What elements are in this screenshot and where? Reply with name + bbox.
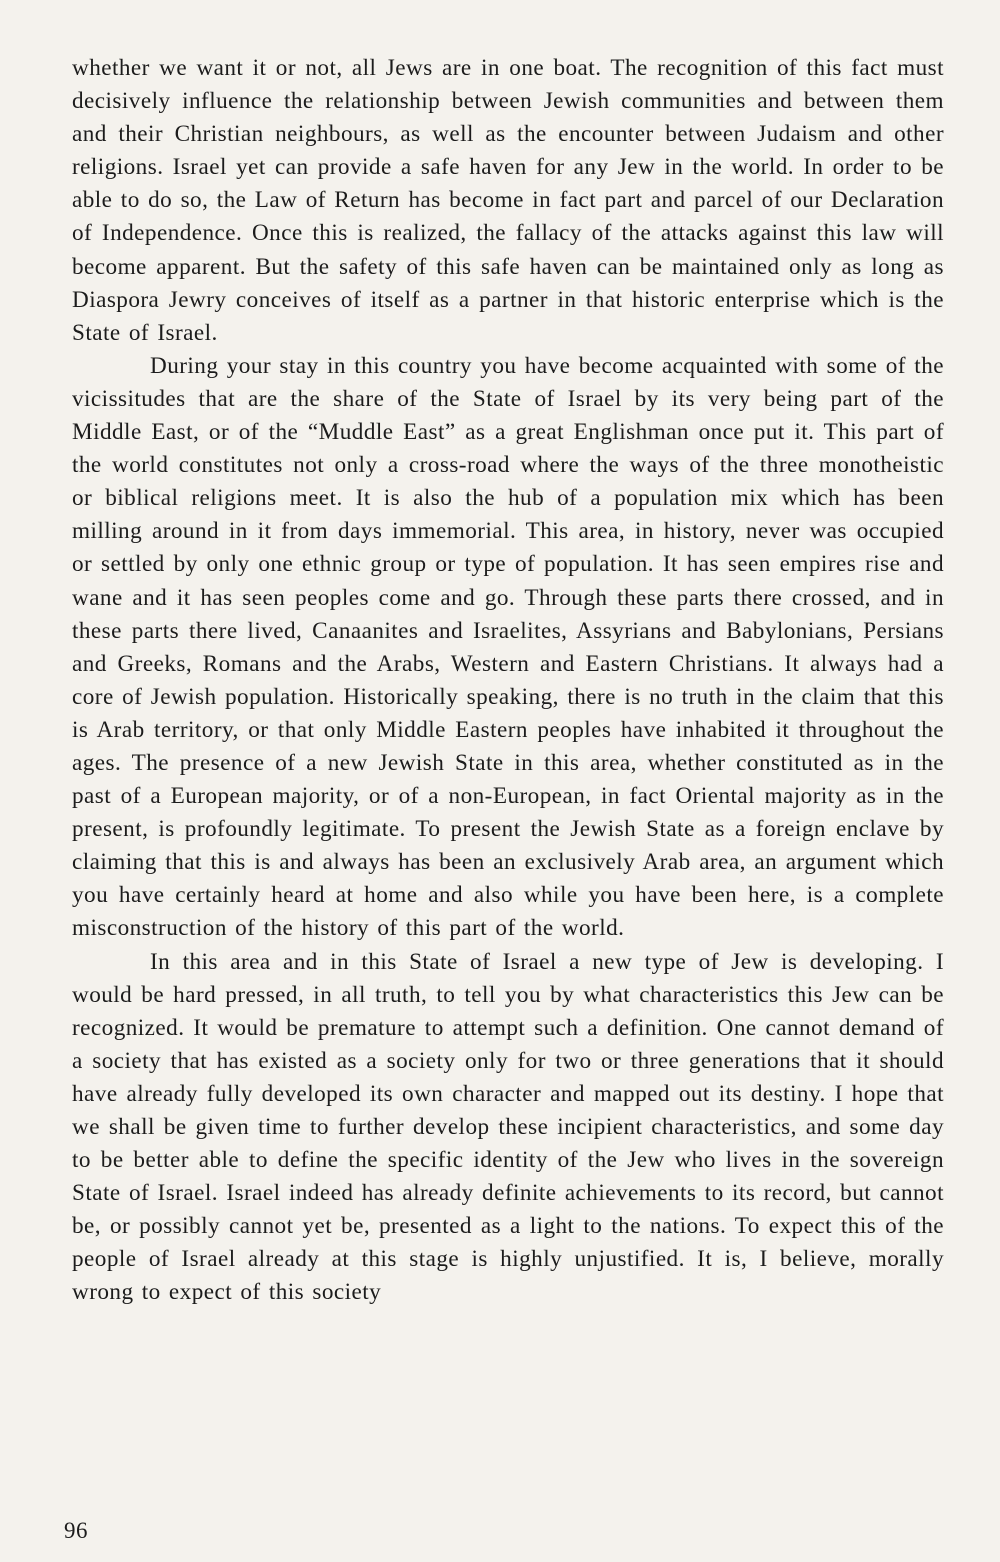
page-number: 96 (64, 1518, 88, 1543)
paragraph-2: During your stay in this country you have become acquainted with some of the vicissitudes that are the share of the State of Israel by its very being part of the Middle East, or of the “Muddle East” as a great Englishman once put it. This part of the world constitutes not only a cross-road where the ways of the three monotheistic or biblical religions meet. It is also the hub of a population mix which has been milling around in it from days immemorial. This area, in history, never was occupied or settled by only one ethnic group or type of population. It has seen empires rise and wane and it has seen peoples come and go. Through these parts there crossed, and in these parts there lived, Canaanites and Israelites, Assyrians and Babylonians, Persians and Greeks, Romans and the Arabs, Western and Eastern Christians. It always had a core of Jewish population. Historically speaking, there is no truth in the claim that this is Arab territory, or that only Middle Eastern peoples have inhabited it throughout the ages. The presence of a new Jewish State in this area, whether constituted as in the past of a European majority, or of a non-European, in fact Oriental majority as in the present, is profoundly legitimate. To present the Jewish State as a foreign enclave by claiming that this is and always has been an exclusively Arab area, an argument which you have certainly heard at home and also while you have been here, is a complete misconstruction of the history of this part of the world. (72, 352, 944, 942)
body-text (72, 52, 944, 1310)
paragraph-1: whether we want it or not, all Jews are in one boat. The recognition of this fact must decisively influence the relationship between Jewish communities and between them and their Christian neighbours, as well as the encounter between Judaism and other religions. Israel yet can provide a safe haven for any Jew in the world. In order to be able to do so, the Law of Return has become in fact part and parcel of our Declaration of Independence. Once this is realized, the fallacy of the attacks against this law will become apparent. But the safety of this safe haven can be maintained only as long as Diaspora Jewry conceives of itself as a partner in that historic enterprise which is the State of Israel. (72, 55, 944, 346)
paragraph-3: In this area and in this State of Israel a new type of Jew is developing. I would be hard pressed, in all truth, to tell you by what characteristics this Jew can be recognized. It would be premature to attempt such a definition. One cannot demand of a society that has existed as a society only for two or three generations that it should have already fully developed its own character and mapped out its destiny. I hope that we shall be given time to further develop these incipient characteristics, and some day to be better able to define the specific identity of the Jew who lives in the sovereign State of Israel. Israel indeed has already definite achievements to its record, but cannot be, or possibly cannot yet be, presented as a light to the nations. To expect this of the people of Israel already at this stage is highly unjustified. It is, I believe, morally wrong to expect of this society (72, 948, 944, 1306)
